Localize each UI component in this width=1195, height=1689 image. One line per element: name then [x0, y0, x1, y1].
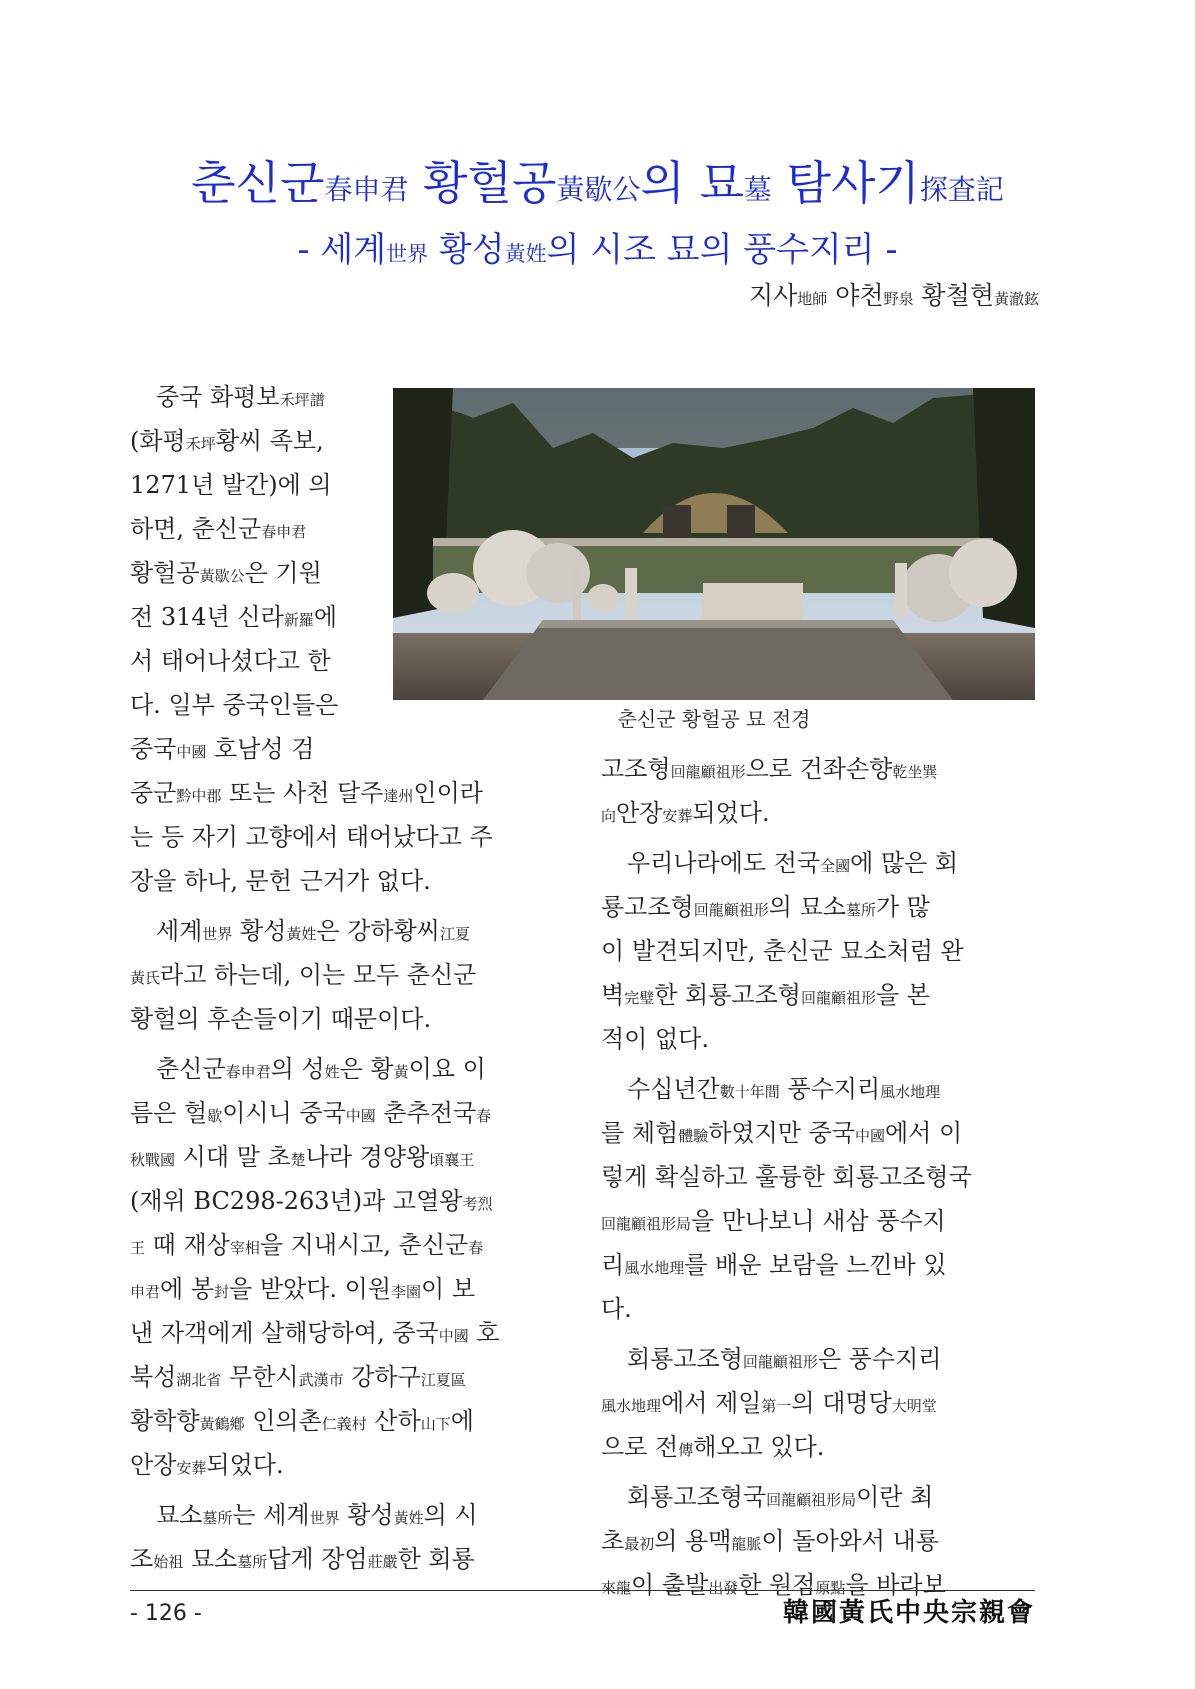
text-line: 묘소墓所는 세계世界 황성黃姓의 시 [156, 1501, 478, 1529]
text-line: (화평禾坪황씨 족보, [130, 427, 324, 455]
organization-name: 韓國黃氏中央宗親會 [782, 1598, 1035, 1628]
subtitle-hanja: 世界 [386, 242, 429, 266]
author-hanja: 野泉 [883, 290, 914, 308]
page-number: - 126 - [130, 1601, 202, 1626]
text-line: 조始祖 묘소墓所답게 장엄莊嚴한 회룡 [130, 1545, 475, 1573]
title-hanja: 春申君 [324, 173, 409, 206]
text-line: 중국 화평보禾坪譜 [156, 383, 325, 411]
title-hanja: 墓 [743, 173, 772, 206]
text-line: 전 314년 신라新羅에 [130, 603, 338, 631]
text-line: 회룡고조형국回龍顧祖形局이란 최 [627, 1483, 934, 1511]
text-line: 1271년 발간)에 의 [130, 471, 332, 499]
text-line: 름은 헐歇이시니 중국中國 춘추전국春 [130, 1099, 492, 1127]
text-line: 고조형回龍顧祖形으로 건좌손향乾坐巽 [601, 755, 938, 783]
text-line: 황헐의 후손들이기 때문이다. [130, 1005, 432, 1033]
text-line: 안장安葬되었다. [130, 1451, 284, 1479]
text-line: 수십년간數十年間 풍수지리風水地理 [627, 1075, 941, 1103]
tomb-photo [393, 388, 1035, 700]
text-line: 王 때 재상宰相을 지내시고, 춘신군春 [130, 1231, 484, 1259]
text-line: 秋戰國 시대 말 초楚나라 경양왕頃襄王 [130, 1143, 475, 1171]
article-subtitle [60, 228, 1135, 276]
text-line: 黃氏라고 하는데, 이는 모두 춘신군 [130, 961, 477, 989]
title-part: 의 묘 [640, 156, 744, 210]
subtitle-part: 의 시조 묘의 풍수지리 - [546, 230, 898, 270]
text-line: 렇게 확실하고 훌륭한 회룡고조형국 [601, 1163, 972, 1191]
title-hanja: 探査記 [919, 173, 1004, 206]
text-line: 룡고조형回龍顧祖形의 묘소墓所가 많 [601, 893, 930, 921]
text-line: 다. 일부 중국인들은 [130, 691, 339, 719]
text-line: 초最初의 용맥龍脈이 돌아와서 내룡 [601, 1527, 939, 1555]
title-part: 춘신군 [191, 156, 325, 210]
text-line: 황학향黃鶴鄕 인의촌仁義村 산하山下에 [130, 1407, 474, 1435]
text-line: 리風水地理를 배운 보람을 느낀바 있 [601, 1251, 947, 1279]
text-line: 서 태어나셨다고 한 [130, 647, 331, 675]
text-line: 중군黔中郡 또는 사천 달주達州인이라 [130, 779, 483, 807]
text-line: 회룡고조형回龍顧祖形은 풍수지리 [627, 1345, 942, 1373]
text-line: (재위 BC298-263년)과 고열왕考烈 [130, 1187, 493, 1215]
text-line: 다. [601, 1295, 632, 1323]
title-part: 탐사기 [771, 156, 920, 210]
subtitle-part: 황성 [428, 230, 505, 270]
author-hanja: 黃澈鉉 [993, 290, 1039, 308]
text-line: 북성湖北省 무한시武漢市 강하구江夏區 [130, 1363, 466, 1391]
text-line: 황헐공黃歇公은 기원 [130, 559, 322, 587]
author-hanja: 地師 [797, 290, 828, 308]
author-line [749, 278, 1039, 317]
subtitle-hanja: 黃姓 [504, 242, 547, 266]
author-part: 지사 [748, 281, 798, 310]
text-line: 하면, 춘신군春申君 [130, 515, 307, 543]
text-line: 申君에 봉封을 받았다. 이원李園이 보 [130, 1275, 476, 1303]
subtitle-part: - 세계 [297, 230, 387, 270]
text-line: 벽完璧한 회룡고조형回龍顧祖形을 본 [601, 981, 930, 1009]
article-title [60, 155, 1135, 218]
photo-caption: 춘신군 황헐공 묘 전경 [617, 707, 811, 731]
tomb-photo-illustration [393, 388, 1035, 700]
text-line: 으로 전傳해오고 있다. [601, 1433, 825, 1461]
text-line: 를 체험體驗하였지만 중국中國에서 이 [601, 1119, 963, 1147]
text-line: 장을 하나, 문헌 근거가 없다. [130, 867, 431, 895]
text-line: 낸 자객에게 살해당하여, 중국中國 호 [130, 1319, 500, 1347]
text-line: 이 발견되지만, 춘신군 묘소처럼 완 [601, 937, 964, 965]
text-line: 風水地理에서 제일第一의 대명당大明堂 [601, 1389, 937, 1417]
text-line: 來龍이 출발出發한 원점原點을 바라보 [601, 1571, 946, 1599]
author-part: 황철현 [913, 281, 994, 310]
text-line: 적이 없다. [601, 1025, 709, 1053]
text-line: 세계世界 황성黃姓은 강하황씨江夏 [156, 917, 470, 945]
author-part: 야천 [827, 281, 884, 310]
text-line: 는 등 자기 고향에서 태어났다고 주 [130, 823, 493, 851]
text-line: 중국中國 호남성 검 [130, 735, 315, 763]
text-line: 춘신군春申君의 성姓은 황黃이요 이 [156, 1055, 486, 1083]
title-part: 황헐공 [408, 156, 557, 210]
text-line: 回龍顧祖形局을 만나보니 새삼 풍수지 [601, 1207, 946, 1235]
title-hanja: 黃歇公 [556, 173, 641, 206]
text-line: 向안장安葬되었다. [601, 799, 770, 827]
footer-rule [130, 1590, 1035, 1591]
text-line: 우리나라에도 전국全國에 많은 회 [627, 849, 959, 877]
